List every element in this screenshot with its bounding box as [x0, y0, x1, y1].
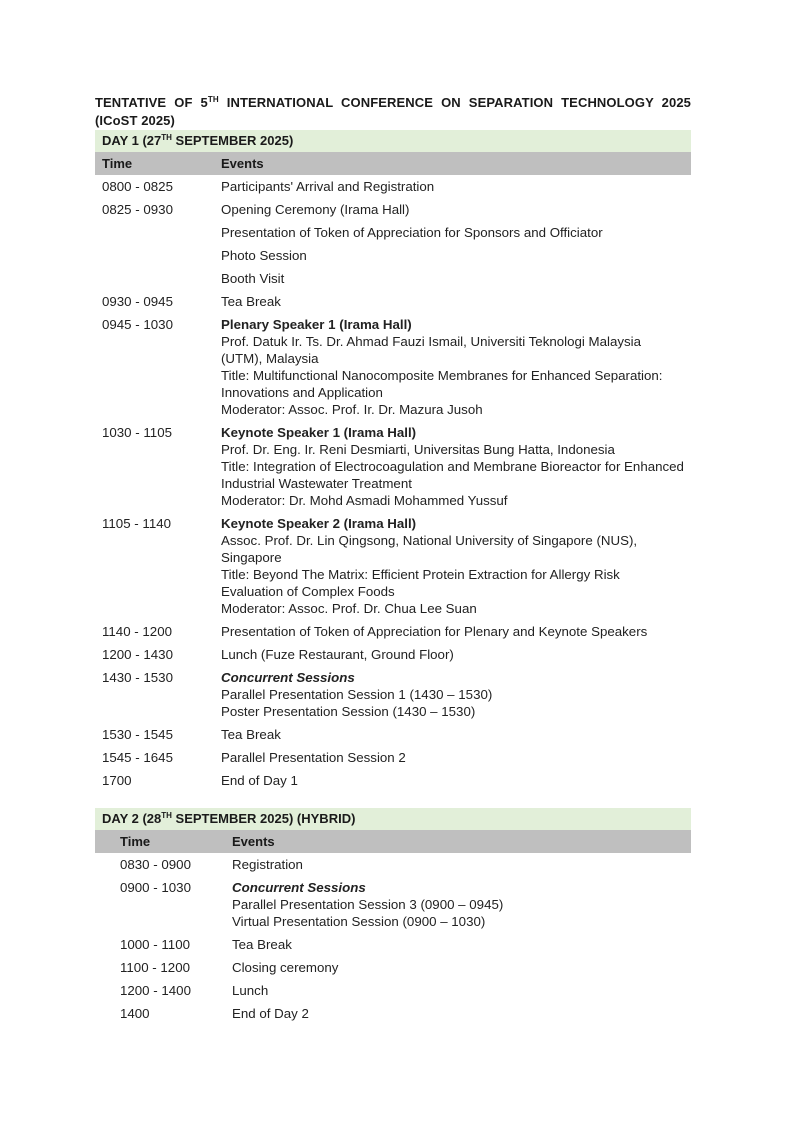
event-cell: Photo Session: [221, 248, 307, 263]
event-detail-line: Assoc. Prof. Dr. Lin Qingsong, National University of Singapore (NUS), Singapore: [221, 533, 638, 565]
time-cell: 1140 - 1200: [102, 624, 172, 639]
table-row: [95, 221, 691, 244]
time-cell: [95, 270, 221, 287]
table-row: [95, 1002, 691, 1025]
event-detail-line: Title: Integration of Electrocoagulation and Membrane Bioreactor for Enhanced Industrial Wastewater Treatment: [221, 459, 684, 491]
schedule-document: [95, 94, 691, 1025]
event-cell: Presentation of Token of Appreciation for Plenary and Keynote Speakers: [221, 624, 648, 639]
table-row: [95, 876, 691, 933]
day2-table-body: [95, 853, 691, 1025]
table-row: [95, 666, 691, 723]
title-text-rest: INTERNATIONAL CONFERENCE ON SEPARATION TECHNOLOGY 2025 (ICoST 2025): [95, 95, 691, 128]
table-row: [95, 198, 691, 221]
event-cell: Closing ceremony: [232, 960, 339, 975]
table-row: [95, 643, 691, 666]
event-cell: [221, 424, 691, 509]
day2-column-header: [95, 830, 691, 853]
event-detail-line: Title: Multifunctional Nanocomposite Membranes for Enhanced Separation: Innovations and Application: [221, 368, 663, 400]
time-cell: 1105 - 1140: [102, 516, 172, 531]
day2-col-events: Events: [232, 834, 275, 849]
table-row: [95, 620, 691, 643]
event-cell: Lunch: [232, 983, 269, 998]
day1-table-body: [95, 175, 691, 792]
table-row: [95, 244, 691, 267]
event-cell: Lunch (Fuze Restaurant, Ground Floor): [221, 647, 454, 662]
concurrent-heading: Concurrent Sessions: [232, 880, 366, 895]
event-cell: Presentation of Token of Appreciation for Sponsors and Officiator: [221, 225, 603, 240]
event-cell: End of Day 2: [232, 1006, 309, 1021]
event-detail-line: Parallel Presentation Session 3 (0900 – 0945): [232, 897, 504, 912]
event-cell: [232, 879, 691, 930]
table-row: [95, 933, 691, 956]
event-detail-line: Moderator: Assoc. Prof. Dr. Chua Lee Suan: [221, 601, 477, 616]
title-superscript: TH: [207, 95, 219, 104]
session-heading: Keynote Speaker 2 (Irama Hall): [221, 516, 417, 531]
day1-col-events: Events: [221, 156, 264, 171]
event-detail-line: Title: Beyond The Matrix: Efficient Protein Extraction for Allergy Risk Evaluation of Complex Foods: [221, 567, 620, 599]
time-cell: 0800 - 0825: [102, 179, 173, 194]
event-cell: Booth Visit: [221, 271, 285, 286]
table-row: [95, 769, 691, 792]
time-cell: 1400: [120, 1006, 150, 1021]
time-cell: 0900 - 1030: [120, 880, 191, 895]
time-cell: 1700: [102, 773, 132, 788]
table-row: [95, 723, 691, 746]
table-row: [95, 290, 691, 313]
event-cell: [221, 515, 691, 617]
table-row: [95, 175, 691, 198]
time-cell: 1030 - 1105: [102, 425, 172, 440]
time-cell: 1200 - 1430: [102, 647, 173, 662]
table-row: [95, 979, 691, 1002]
event-detail-line: Moderator: Dr. Mohd Asmadi Mohammed Yussuf: [221, 493, 508, 508]
day1-heading-sup: TH: [161, 133, 172, 142]
day2-heading: [95, 808, 691, 830]
time-cell: 1545 - 1645: [102, 750, 173, 765]
time-cell: [95, 224, 221, 241]
event-detail-line: Prof. Datuk Ir. Ts. Dr. Ahmad Fauzi Ismail, Universiti Teknologi Malaysia (UTM), Malaysia: [221, 334, 641, 366]
table-row: [95, 746, 691, 769]
event-detail-line: Prof. Dr. Eng. Ir. Reni Desmiarti, Universitas Bung Hatta, Indonesia: [221, 442, 615, 457]
session-heading: Keynote Speaker 1 (Irama Hall): [221, 425, 417, 440]
event-cell: Opening Ceremony (Irama Hall): [221, 202, 410, 217]
day2-heading-text: DAY 2 (28: [102, 811, 162, 826]
time-cell: 1430 - 1530: [102, 670, 173, 685]
event-cell: End of Day 1: [221, 773, 298, 788]
session-heading: Plenary Speaker 1 (Irama Hall): [221, 317, 412, 332]
day1-heading-rest: SEPTEMBER 2025): [171, 133, 294, 148]
time-cell: 0945 - 1030: [102, 317, 173, 332]
section-gap: [95, 792, 691, 808]
time-cell: 1200 - 1400: [120, 983, 191, 998]
event-detail-line: Moderator: Assoc. Prof. Ir. Dr. Mazura Jusoh: [221, 402, 483, 417]
time-cell: [95, 247, 221, 264]
day2-col-time: Time: [120, 834, 151, 849]
time-cell: 0830 - 0900: [120, 857, 191, 872]
table-row: [95, 267, 691, 290]
event-cell: [221, 669, 691, 720]
table-row: [95, 512, 691, 620]
table-row: [95, 853, 691, 876]
day1-column-header: [95, 152, 691, 175]
day1-col-time: Time: [102, 156, 133, 171]
event-detail-line: Parallel Presentation Session 1 (1430 – 1530): [221, 687, 493, 702]
event-cell: Participants' Arrival and Registration: [221, 179, 435, 194]
event-cell: [221, 316, 691, 418]
title-text: TENTATIVE OF 5: [95, 95, 208, 110]
event-cell: Tea Break: [221, 294, 281, 309]
day2-heading-sup: TH: [161, 811, 172, 820]
event-detail-line: Virtual Presentation Session (0900 – 1030): [232, 914, 486, 929]
day2-heading-rest: SEPTEMBER 2025) (HYBRID): [171, 811, 356, 826]
table-row: [95, 313, 691, 421]
event-cell: Parallel Presentation Session 2: [221, 750, 406, 765]
table-row: [95, 956, 691, 979]
time-cell: 1100 - 1200: [120, 960, 190, 975]
event-cell: Tea Break: [232, 937, 292, 952]
event-detail-line: Poster Presentation Session (1430 – 1530): [221, 704, 476, 719]
day1-heading: [95, 130, 691, 152]
document-title: [95, 94, 691, 130]
time-cell: 0930 - 0945: [102, 294, 173, 309]
event-cell: Registration: [232, 857, 303, 872]
event-cell: Tea Break: [221, 727, 281, 742]
concurrent-heading: Concurrent Sessions: [221, 670, 355, 685]
time-cell: 1000 - 1100: [120, 937, 190, 952]
table-row: [95, 421, 691, 512]
time-cell: 0825 - 0930: [102, 202, 173, 217]
day1-heading-text: DAY 1 (27: [102, 133, 162, 148]
time-cell: 1530 - 1545: [102, 727, 173, 742]
